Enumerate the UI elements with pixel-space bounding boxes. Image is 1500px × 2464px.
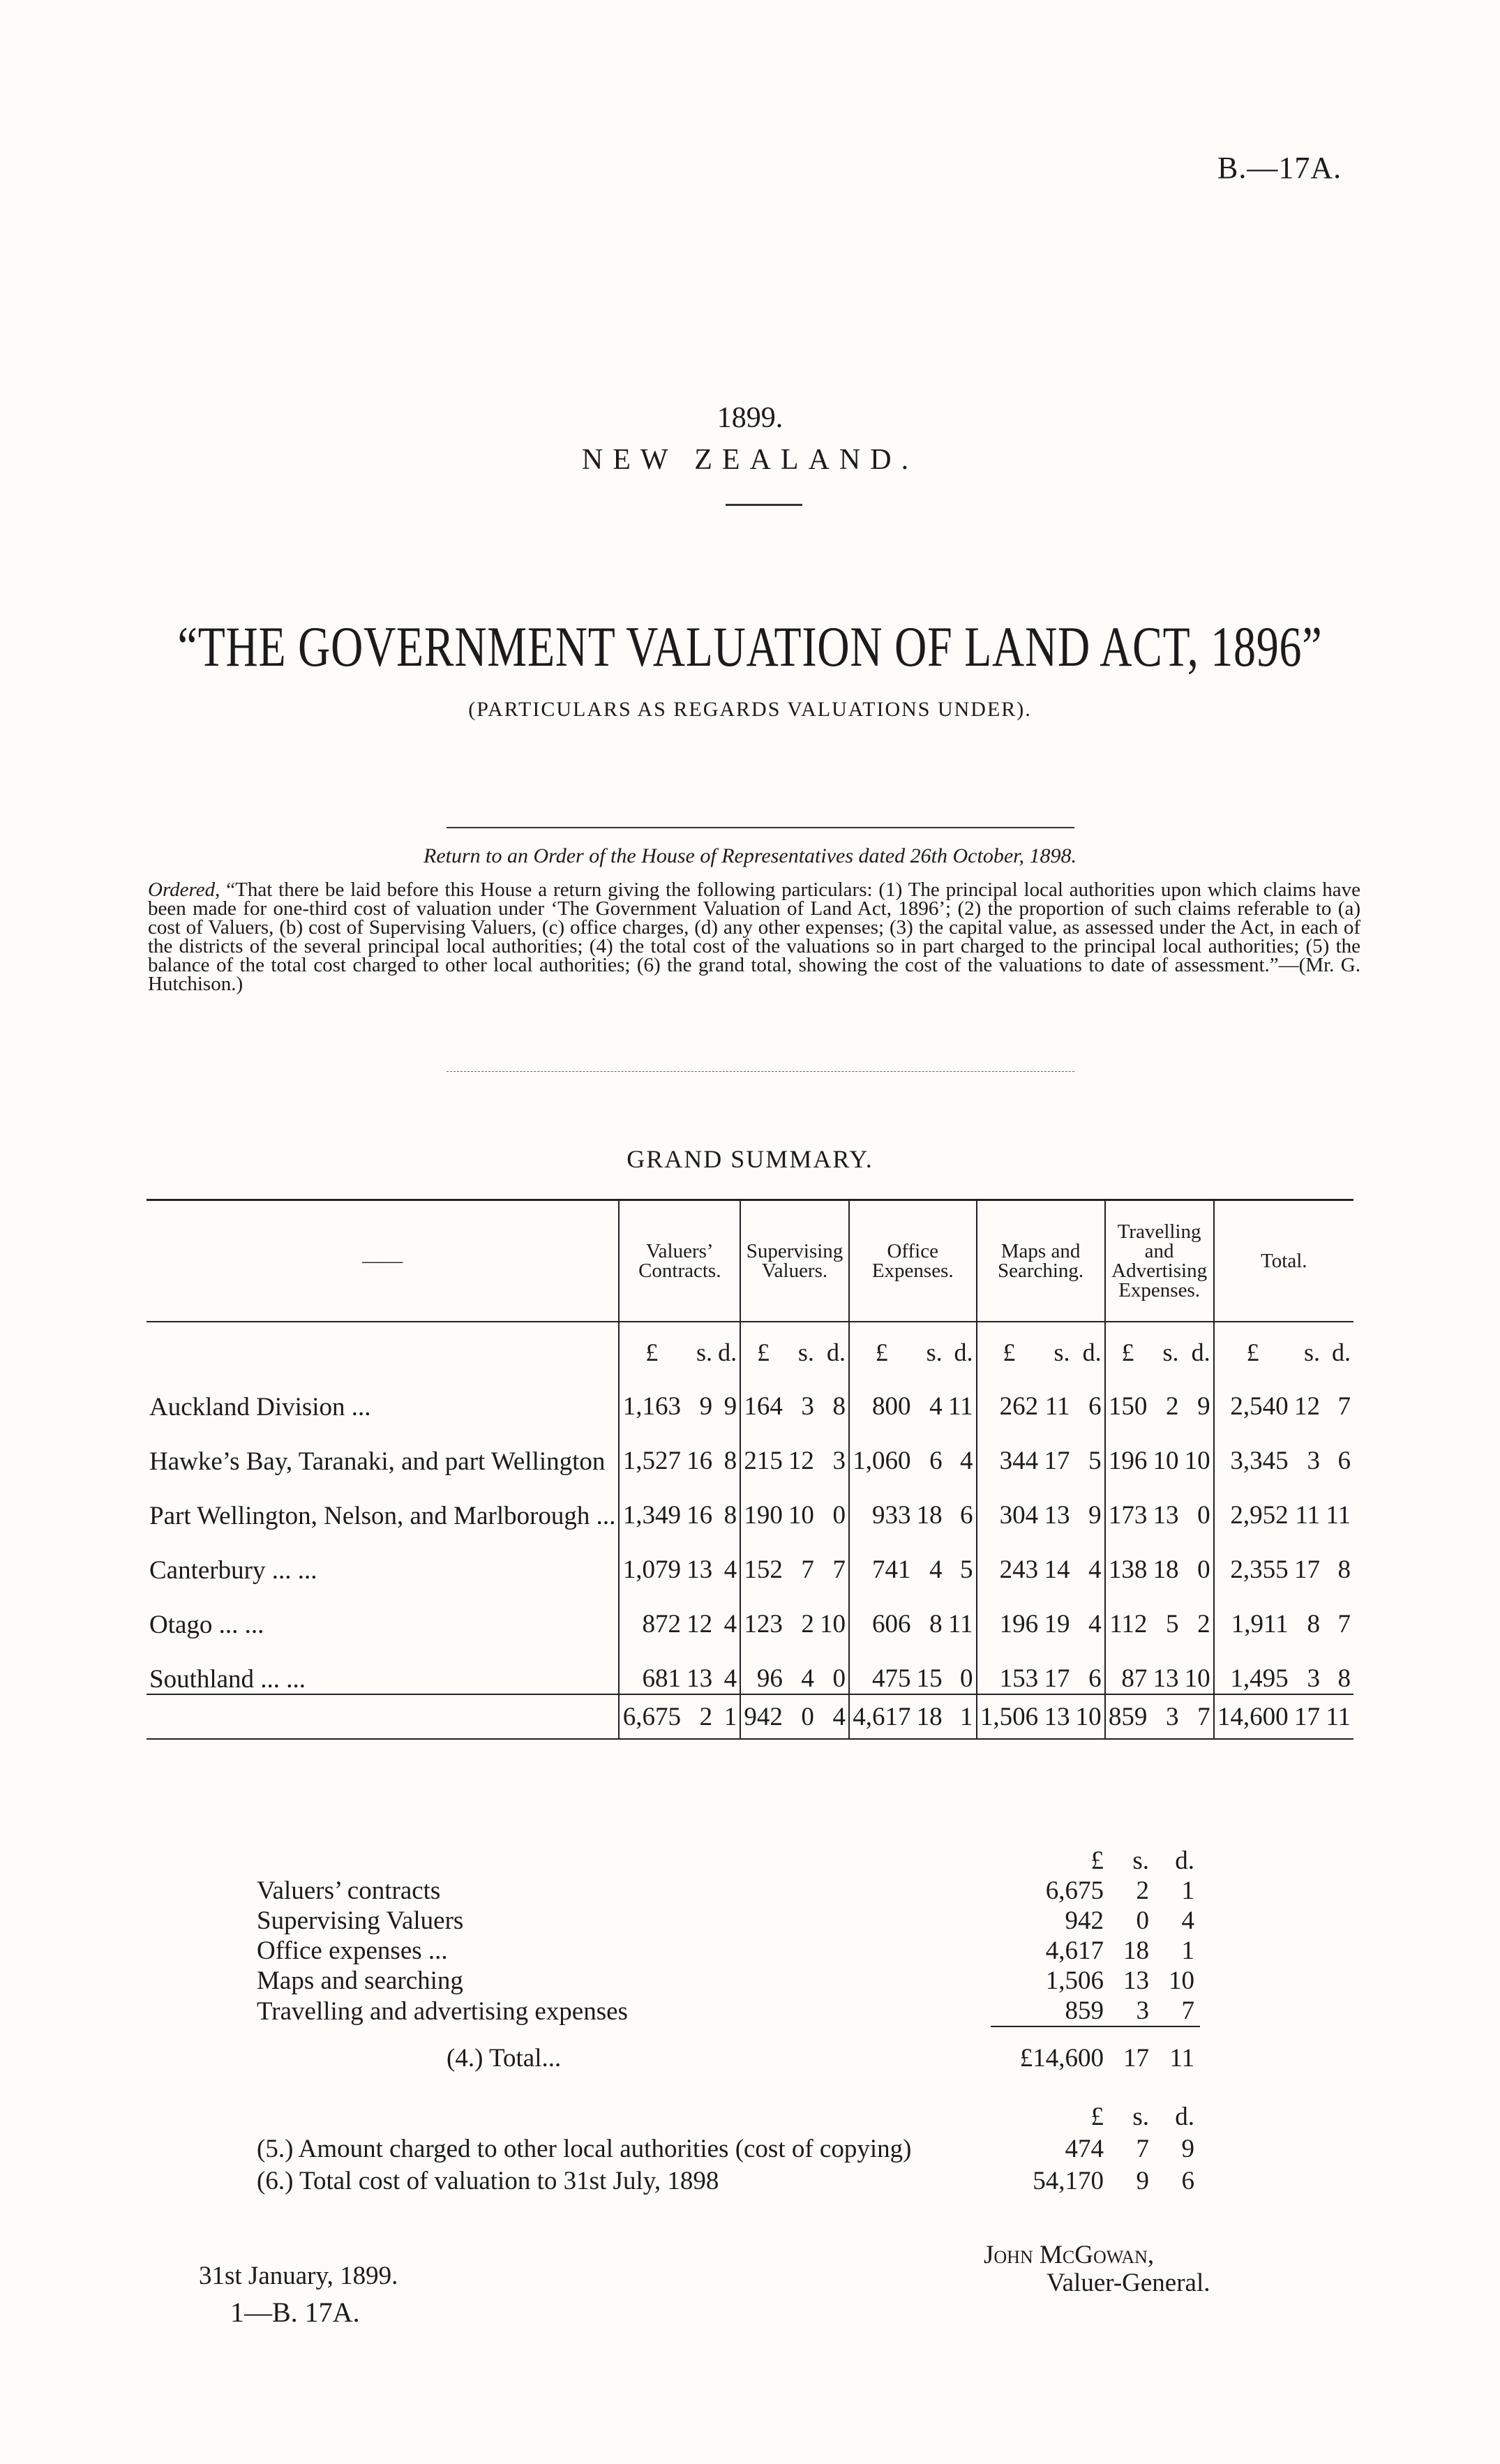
col-office-expenses: Office Expenses. — [849, 1200, 977, 1322]
unit-shillings: s. — [797, 1338, 814, 1366]
unit-pounds: £ — [1105, 1322, 1150, 1367]
recap-row — [251, 1876, 1200, 1906]
cell: 12 — [1293, 1392, 1320, 1421]
cell: 11 — [1044, 1392, 1070, 1421]
total-cell: 2 — [684, 1694, 715, 1739]
unit-pence: d. — [1332, 1338, 1351, 1366]
cell: 12 — [788, 1447, 814, 1475]
unit-pence: d. — [954, 1338, 973, 1366]
cell: 0 — [1197, 1501, 1210, 1530]
total-cell: 0 — [786, 1694, 817, 1739]
cell: 9 — [1088, 1501, 1102, 1530]
cell: 13 — [687, 1664, 713, 1693]
cell: 7 — [832, 1555, 846, 1584]
cell: 741 — [849, 1530, 914, 1585]
signatory-name: John McGowan, — [984, 2241, 1155, 2269]
unit-pounds: £ — [849, 1322, 914, 1367]
unit-shillings: s. — [1132, 2102, 1149, 2131]
ordered-label: Ordered, — [148, 879, 220, 901]
cell: 7 — [1337, 1610, 1351, 1638]
total-cell: 1,506 — [977, 1694, 1042, 1739]
cell: 10 — [1184, 1447, 1210, 1475]
cell: 54,170 — [1033, 2166, 1104, 2195]
cell: 6 — [960, 1501, 973, 1530]
cell: 0 — [1197, 1555, 1210, 1584]
unit-pounds: £ — [1090, 2102, 1104, 2131]
recap-row — [251, 1996, 1200, 2026]
cell: 3,345 — [1214, 1421, 1291, 1476]
unit-pence: d. — [826, 1338, 846, 1366]
unit-pounds: £ — [1214, 1322, 1291, 1367]
cell: 190 — [740, 1476, 786, 1530]
cell: 1,060 — [849, 1421, 914, 1476]
cell: 6 — [1181, 2166, 1194, 2195]
ordered-text: “That there be laid before this House a return giving the following particulars: (1) The principal local authorities upon which claims have been made for one-third cost of valuation under ‘The Government Valuation of Land Act, 1896’; (2) the proportion of such claims referable to (a) cost of Valuers, (b) cost of Supervising Valuers, (c) office charges, (d) any other expenses; (3) the capital value, as assessed under the Act, in each of the districts of the several principal local authorities; (4) the total cost of the valuations so in part charged to the principal local authorities; (5) the balance of the total cost charged to other local authorities; (6) the grand total, showing the cost of the valuations to date of assessment.”—(Mr. G. Hutchison.) — [148, 879, 1360, 995]
unit-pounds: £ — [740, 1322, 786, 1367]
cell: 10 — [1153, 1447, 1179, 1475]
recap-label: Office expenses ... — [257, 1936, 448, 1965]
cell: 8 — [832, 1392, 846, 1421]
cell: 11 — [1326, 1501, 1351, 1530]
col-travelling-advertising: Travelling and Advertising Expenses. — [1105, 1200, 1214, 1322]
cell: 1,527 — [619, 1421, 684, 1476]
cell: 96 — [740, 1639, 786, 1694]
col-supervising-valuers: Supervising Valuers. — [740, 1200, 849, 1322]
row-label: Canterbury ... ... — [149, 1556, 317, 1585]
unit-pence: d. — [1175, 1846, 1194, 1875]
cell: 112 — [1105, 1585, 1150, 1639]
cell: 4 — [929, 1555, 943, 1584]
cell: 16 — [687, 1447, 713, 1475]
unit-shillings: s. — [926, 1338, 943, 1366]
total-cell: 1 — [945, 1694, 977, 1739]
ordered-paragraph — [148, 881, 1360, 994]
cell: 3 — [1307, 1664, 1320, 1693]
cell: 4,617 — [1045, 1936, 1104, 1965]
cell: 9 — [723, 1392, 737, 1421]
cell: 9 — [699, 1392, 713, 1421]
cell: 1,349 — [619, 1476, 684, 1530]
cell: 1,495 — [1214, 1639, 1291, 1694]
total-cell: £14,600 — [991, 2026, 1109, 2073]
cell: 19 — [1044, 1610, 1070, 1638]
cell: 4 — [929, 1392, 943, 1421]
total-cell: 4,617 — [849, 1694, 914, 1739]
units-row — [147, 1322, 1353, 1367]
col-valuers-contracts: Valuers’ Contracts. — [619, 1200, 740, 1322]
cell: 123 — [740, 1585, 786, 1639]
total-cell: 10 — [1073, 1694, 1105, 1739]
cell: 2 — [1166, 1392, 1179, 1421]
table-row — [147, 1367, 1353, 1421]
total-cell: 4 — [817, 1694, 849, 1739]
cell: 164 — [740, 1367, 786, 1421]
cell: 8 — [929, 1610, 943, 1638]
total-cell: 859 — [1105, 1694, 1150, 1739]
cell: 18 — [1153, 1555, 1179, 1584]
cell: 4 — [801, 1664, 814, 1693]
cell: 1,163 — [619, 1367, 684, 1421]
row-label: Hawke’s Bay, Taranaki, and part Wellington — [149, 1447, 606, 1476]
cell: 8 — [723, 1501, 737, 1530]
cell: 0 — [1136, 1906, 1149, 1935]
cell: 8 — [723, 1447, 737, 1475]
cell: 13 — [1153, 1664, 1179, 1693]
cell: 18 — [916, 1501, 943, 1530]
cell: 6 — [1088, 1392, 1102, 1421]
document-subtitle: (PARTICULARS AS REGARDS VALUATIONS UNDER). — [468, 698, 1032, 721]
cell: 2 — [801, 1610, 814, 1638]
cell: 7 — [1181, 1996, 1194, 2025]
cell: 17 — [1044, 1447, 1070, 1475]
total-cell: 13 — [1041, 1694, 1072, 1739]
table-row — [147, 1639, 1353, 1694]
document-date: 31st January, 1899. — [199, 2262, 398, 2290]
table-row — [147, 1421, 1353, 1476]
cell: 15 — [916, 1664, 943, 1693]
cell: 16 — [687, 1501, 713, 1530]
cell: 196 — [1105, 1421, 1150, 1476]
cell: 13 — [687, 1555, 713, 1584]
cell: 344 — [977, 1421, 1042, 1476]
unit-pounds: £ — [1090, 1846, 1104, 1875]
cell: 5 — [1088, 1447, 1102, 1475]
country-heading: NEW ZEALAND. — [581, 444, 919, 476]
cell: 1 — [1181, 1936, 1194, 1965]
final-totals-table — [251, 2100, 1200, 2197]
unit-pence: d. — [1175, 2102, 1194, 2131]
cell: 215 — [740, 1421, 786, 1476]
cell: 11 — [947, 1392, 973, 1421]
recap-label: Maps and searching — [257, 1966, 463, 1995]
cell: 7 — [1337, 1392, 1351, 1421]
table-row — [147, 1530, 1353, 1585]
cell: 7 — [1136, 2134, 1149, 2163]
cell: 0 — [960, 1664, 973, 1693]
cell: 8 — [1337, 1555, 1351, 1584]
cell: 1,911 — [1214, 1585, 1291, 1639]
cell: 0 — [832, 1501, 846, 1530]
total-cell: 11 — [1323, 1694, 1353, 1739]
recap-label: Travelling and advertising expenses — [257, 1996, 628, 2026]
cell: 18 — [1123, 1936, 1149, 1965]
recap-total-row — [251, 2026, 1200, 2073]
final-label: (5.) Amount charged to other local authorities (cost of copying) — [257, 2134, 912, 2163]
row-label: Auckland Division ... — [149, 1393, 371, 1421]
unit-pounds: £ — [619, 1322, 684, 1367]
cell: 3 — [801, 1392, 814, 1421]
total-cell: 11 — [1155, 2026, 1200, 2073]
recap-label: Valuers’ contracts — [257, 1876, 441, 1905]
cell: 8 — [1337, 1664, 1351, 1693]
total-cell: 18 — [913, 1694, 945, 1739]
cell: 10 — [1169, 1966, 1194, 1995]
table-row — [147, 1585, 1353, 1639]
cell: 10 — [819, 1610, 846, 1638]
cell: 9 — [1181, 2134, 1194, 2163]
page-reference: 1—B. 17A. — [230, 2297, 360, 2328]
document-reference: B.—17A. — [1217, 151, 1342, 185]
unit-shillings: s. — [696, 1338, 713, 1366]
cell: 4 — [960, 1447, 973, 1475]
cell: 0 — [832, 1664, 846, 1693]
cell: 14 — [1044, 1555, 1070, 1584]
cell: 9 — [1197, 1392, 1210, 1421]
cell: 942 — [1065, 1906, 1104, 1935]
cell: 9 — [1136, 2166, 1149, 2195]
divider — [447, 827, 1074, 828]
col-maps-searching: Maps and Searching. — [977, 1200, 1105, 1322]
cell: 6 — [1337, 1447, 1351, 1475]
document-year: 1899. — [717, 402, 783, 434]
cell: 3 — [832, 1447, 846, 1475]
table-row — [147, 1476, 1353, 1530]
cell: 2 — [1197, 1610, 1210, 1638]
unit-pence: d. — [718, 1338, 737, 1366]
cell: 1,079 — [619, 1530, 684, 1585]
cell: 5 — [1166, 1610, 1179, 1638]
final-units-row — [251, 2100, 1200, 2133]
recap-total-label: (4.) Total... — [447, 2044, 562, 2073]
cell: 3 — [1136, 1996, 1149, 2025]
cell: 243 — [977, 1530, 1042, 1585]
col-total: Total. — [1214, 1200, 1353, 1322]
recap-row — [251, 1966, 1200, 1996]
cell: 12 — [687, 1610, 713, 1638]
grand-summary-table — [147, 1199, 1353, 1740]
unit-pence: d. — [1082, 1338, 1102, 1366]
cell: 17 — [1293, 1555, 1320, 1584]
cell: 475 — [849, 1639, 914, 1694]
cell: 4 — [723, 1610, 737, 1638]
document-title: “THE GOVERNMENT VALUATION OF LAND ACT, 1896” — [177, 615, 1323, 678]
cell: 11 — [947, 1610, 973, 1638]
table-header-row — [147, 1200, 1353, 1322]
cell: 681 — [619, 1639, 684, 1694]
unit-shillings: s. — [1053, 1338, 1070, 1366]
table-header-blank: —— — [362, 1250, 403, 1272]
final-label: (6.) Total cost of valuation to 31st July, 1898 — [257, 2166, 719, 2195]
cell: 2,952 — [1214, 1476, 1291, 1530]
cell: 2,540 — [1214, 1367, 1291, 1421]
row-label: Otago ... ... — [149, 1611, 264, 1639]
cell: 150 — [1105, 1367, 1150, 1421]
cell: 4 — [1181, 1906, 1194, 1935]
cell: 4 — [1088, 1610, 1102, 1638]
unit-pence: d. — [1191, 1338, 1210, 1366]
total-cell: 17 — [1291, 1694, 1323, 1739]
cell: 606 — [849, 1585, 914, 1639]
final-row — [251, 2165, 1200, 2197]
recap-row — [251, 1936, 1200, 1966]
total-cell: 14,600 — [1214, 1694, 1291, 1739]
cell: 872 — [619, 1585, 684, 1639]
cell: 6,675 — [1045, 1876, 1104, 1905]
cell: 4 — [723, 1555, 737, 1584]
total-cell: 7 — [1182, 1694, 1214, 1739]
total-cell: 1 — [715, 1694, 740, 1739]
cell: 13 — [1123, 1966, 1149, 1995]
final-row — [251, 2133, 1200, 2165]
cell: 13 — [1044, 1501, 1070, 1530]
cell: 87 — [1105, 1639, 1150, 1694]
cell: 138 — [1105, 1530, 1150, 1585]
cell: 7 — [801, 1555, 814, 1584]
cell: 6 — [929, 1447, 943, 1475]
unit-shillings: s. — [1303, 1338, 1320, 1366]
cell: 859 — [1065, 1996, 1104, 2025]
grand-summary-heading: GRAND SUMMARY. — [627, 1145, 873, 1173]
cell: 5 — [960, 1555, 973, 1584]
cell: 2,355 — [1214, 1530, 1291, 1585]
return-order-line: Return to an Order of the House of Representatives dated 26th October, 1898. — [423, 844, 1077, 867]
recap-row — [251, 1906, 1200, 1936]
signatory-title: Valuer-General. — [1047, 2269, 1210, 2297]
unit-pounds: £ — [977, 1322, 1042, 1367]
cell: 11 — [1295, 1501, 1320, 1530]
cell: 8 — [1307, 1610, 1320, 1638]
cell: 6 — [1088, 1664, 1102, 1693]
row-label: Part Wellington, Nelson, and Marlborough ... — [149, 1502, 616, 1530]
cell: 17 — [1044, 1664, 1070, 1693]
recap-units-row — [251, 1846, 1200, 1876]
cell: 262 — [977, 1367, 1042, 1421]
total-cell: 6,675 — [619, 1694, 684, 1739]
total-cell: 942 — [740, 1694, 786, 1739]
cell: 152 — [740, 1530, 786, 1585]
divider — [447, 1071, 1074, 1072]
recap-label: Supervising Valuers — [257, 1906, 464, 1935]
unit-shillings: s. — [1132, 1846, 1149, 1875]
recap-table — [251, 1846, 1200, 2073]
cell: 196 — [977, 1585, 1042, 1639]
cell: 4 — [1088, 1555, 1102, 1584]
cell: 933 — [849, 1476, 914, 1530]
cell: 800 — [849, 1367, 914, 1421]
cell: 4 — [723, 1664, 737, 1693]
cell: 2 — [1136, 1876, 1149, 1905]
total-cell: 3 — [1150, 1694, 1181, 1739]
cell: 474 — [1065, 2134, 1104, 2163]
total-cell: 17 — [1109, 2026, 1155, 2073]
cell: 1 — [1181, 1876, 1194, 1905]
unit-shillings: s. — [1162, 1338, 1179, 1366]
cell: 3 — [1307, 1447, 1320, 1475]
cell: 153 — [977, 1639, 1042, 1694]
cell: 10 — [788, 1501, 814, 1530]
table-total-row — [147, 1694, 1353, 1739]
cell: 10 — [1184, 1664, 1210, 1693]
cell: 173 — [1105, 1476, 1150, 1530]
cell: 13 — [1153, 1501, 1179, 1530]
divider — [726, 504, 802, 506]
row-label: Southland ... ... — [149, 1665, 306, 1694]
cell: 1,506 — [1045, 1966, 1104, 1995]
cell: 304 — [977, 1476, 1042, 1530]
